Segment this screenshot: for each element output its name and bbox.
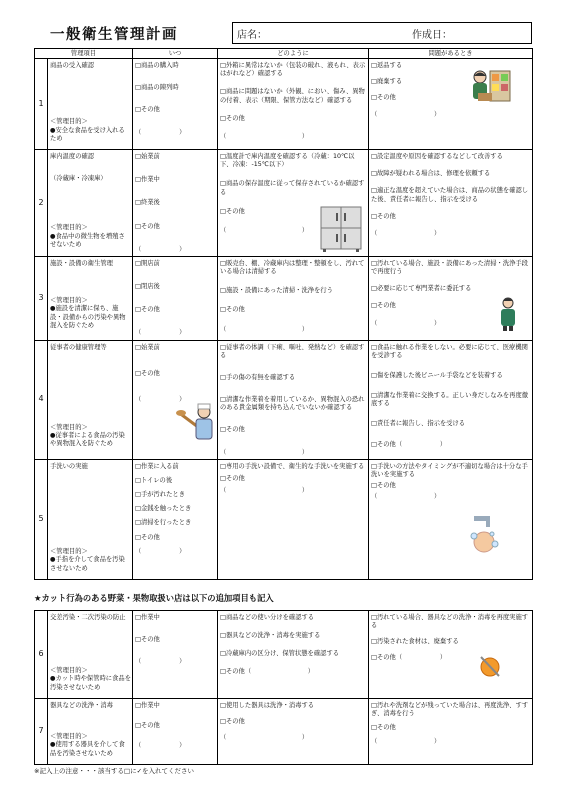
when-line[interactable]: □その他	[135, 533, 160, 541]
when-line: （ ）	[135, 128, 186, 136]
handwashing-icon	[464, 514, 508, 556]
when-line: （ ）	[135, 245, 186, 253]
row-number: 6	[35, 610, 48, 698]
when-line[interactable]: □作業中	[135, 701, 160, 709]
problem-line[interactable]: □その他（ ）	[371, 654, 447, 662]
shopkeeper-illustration-icon	[468, 67, 512, 107]
item-title: 器具などの洗浄・消毒	[50, 701, 113, 709]
how-line[interactable]: □温度計で庫内温度を確認する（冷蔵：10℃以下、冷凍：-15℃以下）	[220, 153, 355, 169]
when-line[interactable]: □金銭を触ったとき	[135, 505, 192, 513]
how-line: （ ）	[220, 325, 309, 333]
table-row	[35, 59, 533, 150]
goal-text: ●食品中の微生物を増殖させないため	[50, 232, 125, 248]
problem-line[interactable]: □その他	[371, 212, 396, 220]
how-line: （ ）	[220, 487, 309, 495]
goal-label: ＜管理目的＞	[50, 733, 88, 741]
problem-line[interactable]: □汚れている場合、器具などの洗浄・消毒を再度実施する	[371, 613, 529, 629]
how-line: （ ）	[220, 734, 309, 742]
when-line[interactable]: □作業中	[135, 176, 160, 184]
goal-text: ●手指を介して食品を汚染させないため	[50, 556, 125, 572]
table-header-row	[35, 49, 533, 59]
item-title: 商品の受入確認	[50, 62, 95, 69]
col-item-header: 管理項目	[35, 49, 133, 59]
when-line[interactable]: □商品の陳列時	[135, 84, 179, 92]
when-line[interactable]: □その他	[135, 635, 160, 643]
goal-text: ●カット時や保管時に食品を汚染させないため	[50, 675, 131, 691]
goal-label: ＜管理目的＞	[50, 118, 88, 126]
item-title: 庫内温度の確認	[50, 153, 95, 160]
how-line[interactable]: □手の傷の有無を確認する	[220, 373, 296, 381]
how-line[interactable]: □外箱に異常はないか（包装の破れ、液もれ、表示はがれなど）確認する	[220, 62, 366, 78]
shop-name-label: 店名：	[237, 29, 267, 41]
goal-text: ●従事者による食品の汚染や異物混入を防ぐため	[50, 432, 125, 448]
item-subtitle: （冷蔵庫・冷凍庫）	[50, 175, 107, 183]
refrigerator-icon	[318, 205, 364, 253]
problem-line[interactable]: □食品に触れる作業をしない。必要に応じて、医療機関を受診する	[371, 343, 528, 359]
when-line: （ ）	[135, 658, 186, 666]
goal-label: ＜管理目的＞	[50, 297, 88, 305]
how-line: （ ）	[220, 448, 309, 456]
how-line[interactable]: □冷蔵庫内の区分け、保管状態を確認する	[220, 650, 340, 658]
problem-line[interactable]: □汚染された食材は、廃棄する	[371, 638, 459, 646]
how-line[interactable]: □専用の手洗い設備で、衛生的な手洗いを実施する	[220, 462, 365, 470]
row-number: 7	[35, 698, 48, 764]
item-title: 手洗いの実施	[50, 462, 88, 470]
table-row	[35, 698, 533, 764]
worker-illustration-icon	[495, 296, 521, 332]
when-line[interactable]: □その他	[135, 106, 160, 114]
created-date-label: 作成日：	[412, 29, 452, 41]
row-number: 4	[35, 340, 48, 459]
header	[34, 22, 532, 44]
problem-line[interactable]: □汚れている場合、施設・設備にあった清掃・洗浄手段で再度行う	[371, 259, 529, 276]
problem-line: （ ）	[371, 319, 441, 327]
problem-line: （ ）	[371, 110, 441, 118]
table-row	[35, 340, 533, 459]
management-goal	[50, 118, 131, 143]
problem-line[interactable]: □手洗いの方法やタイミングが不適切な場合は十分な手洗いを実施する	[371, 462, 528, 478]
problem-line[interactable]: □その他	[371, 482, 396, 490]
col-when-header: いつ	[133, 49, 218, 59]
management-goal	[50, 667, 131, 692]
problem-line[interactable]: □設定温度や原因を確認するなどして改善する	[371, 153, 503, 160]
how-line[interactable]: □従事者の体調（下痢、嘔吐、発熱など）を確認する	[220, 343, 365, 359]
cut-fruit-icon	[478, 654, 502, 678]
how-line[interactable]: □その他	[220, 717, 245, 725]
how-line[interactable]: □商品などの使い分けを確認する	[220, 613, 315, 621]
when-line: （ ）	[135, 547, 186, 555]
problem-line[interactable]: □汚れや洗剤などが残っていた場合は、再度洗浄、すすぎ、消毒を行う	[371, 701, 529, 717]
table-row	[35, 150, 533, 257]
how-line[interactable]: □その他	[220, 426, 245, 434]
table-row	[35, 610, 533, 698]
section2-title: ★カット行為のある野菜・果物取扱い店は以下の追加項目も記入	[34, 592, 274, 603]
col-how-header: どのように	[218, 49, 369, 59]
plan-sheet	[34, 22, 532, 775]
how-line[interactable]: □その他	[220, 306, 245, 314]
row-number: 5	[35, 459, 48, 579]
management-goal	[50, 424, 131, 449]
how-line[interactable]: □その他	[220, 114, 245, 122]
goal-label: ＜管理目的＞	[50, 424, 88, 432]
when-line[interactable]: □終業後	[135, 199, 160, 207]
problem-line[interactable]: □傷を保護した後ビニール手袋などを装着する	[371, 371, 503, 379]
row-number: 1	[35, 59, 48, 150]
when-line[interactable]: □清掃を行ったとき	[135, 519, 192, 527]
row-number: 2	[35, 150, 48, 257]
when-line[interactable]: □閉店後	[135, 283, 160, 291]
how-line[interactable]: □その他（ ）	[220, 668, 315, 676]
when-line[interactable]: □始業前	[135, 153, 160, 160]
goal-text: ●安全な食品を受け入れるため	[50, 126, 125, 142]
when-line[interactable]: □開店前	[135, 259, 160, 267]
management-goal	[50, 224, 131, 249]
management-goal	[50, 297, 131, 330]
how-line[interactable]: □商品に問題はないか（外観、におい、傷み、異物の付着、表示（期限、保管方法など）確認する	[220, 88, 365, 104]
problem-line[interactable]: □返品する	[371, 62, 403, 69]
when-line[interactable]: □トイレの後	[135, 476, 173, 484]
when-line[interactable]: □手が汚れたとき	[135, 491, 186, 499]
how-line: （ ）	[220, 132, 309, 140]
table-row	[35, 459, 533, 579]
how-line[interactable]: □販売台、棚、冷蔵庫内は整理・整頓をし、汚れている場合は清掃する	[220, 259, 365, 276]
when-line[interactable]: □商品の購入時	[135, 62, 179, 69]
item-title: 交差汚染・二次汚染の防止	[50, 613, 126, 621]
how-line[interactable]: □施設・設備にあった清掃・洗浄を行う	[220, 287, 333, 295]
how-line[interactable]: □その他	[220, 207, 245, 215]
goal-label: ＜管理目的＞	[50, 224, 88, 232]
problem-line: （ ）	[371, 229, 441, 237]
row-number: 3	[35, 256, 48, 340]
additional-table	[34, 610, 533, 765]
how-line[interactable]: □商品の保存温度に従って保存されているか確認する	[220, 180, 365, 196]
how-line[interactable]: □清潔な作業着を着用しているか、異物混入の恐れのある貴金属類を持ち込んでいないか確認する	[220, 396, 365, 412]
problem-line[interactable]: □その他（ ）	[371, 440, 447, 448]
problem-line: （ ）	[371, 493, 441, 501]
how-line: （ ）	[220, 226, 309, 234]
col-problem-header: 問題があるとき	[369, 49, 533, 59]
problem-line[interactable]: □適正な温度を超えていた場合は、商品の状態を確認した後、責任者に報告し、指示を受ける	[371, 187, 529, 203]
problem-line[interactable]: □必要に応じて専門業者に委託する	[371, 285, 472, 293]
main-table	[34, 48, 533, 580]
when-line[interactable]: □その他	[135, 369, 160, 377]
goal-label: ＜管理目的＞	[50, 548, 88, 556]
when-line[interactable]: □その他	[135, 721, 160, 729]
management-goal	[50, 548, 131, 573]
how-line[interactable]: □その他	[220, 474, 245, 482]
goal-label: ＜管理目的＞	[50, 667, 88, 675]
shop-info-box	[232, 22, 532, 44]
how-line[interactable]: □器具などの洗浄・消毒を実施する	[220, 631, 321, 639]
problem-line[interactable]: □その他	[371, 94, 396, 102]
when-line: （ ）	[135, 742, 186, 750]
when-line[interactable]: □その他	[135, 306, 160, 314]
when-line: （ ）	[135, 329, 186, 337]
problem-line[interactable]: □責任者に報告し、指示を受ける	[371, 420, 466, 428]
when-line: （ ）	[135, 395, 186, 403]
cook-illustration-icon	[176, 398, 220, 448]
problem-line: （ ）	[371, 738, 441, 746]
item-title: 従事者の健康管理等	[50, 343, 107, 351]
table-row	[35, 256, 533, 340]
when-line[interactable]: □その他	[135, 222, 160, 230]
when-line[interactable]: □始業前	[135, 343, 160, 351]
how-line[interactable]: □使用した器具は洗浄・消毒する	[220, 701, 315, 709]
problem-line[interactable]: □清潔な作業着に交換する。正しい身だしなみを再度徹底する	[371, 392, 529, 408]
problem-line[interactable]: □その他	[371, 302, 396, 310]
problem-line[interactable]: □故障が疑われる場合は、修理を依頼する	[371, 170, 491, 178]
problem-line[interactable]: □廃棄する	[371, 78, 403, 86]
goal-text: ●施設を清潔に保ち、施設・設備からの汚染や異物混入を防ぐため	[50, 305, 126, 329]
problem-line[interactable]: □その他	[371, 724, 396, 732]
item-title: 施設・設備の衛生管理	[50, 259, 113, 267]
footnote: ※記入上の注意・・・該当する□に✓を入れてください	[34, 766, 195, 775]
management-goal	[50, 733, 131, 758]
when-line[interactable]: □作業に入る前	[135, 462, 179, 470]
goal-text: ●使用する器具を介して食品を汚染させないため	[50, 741, 125, 757]
when-line[interactable]: □作業中	[135, 613, 160, 621]
page-title: 一般衛生管理計画	[50, 27, 178, 43]
